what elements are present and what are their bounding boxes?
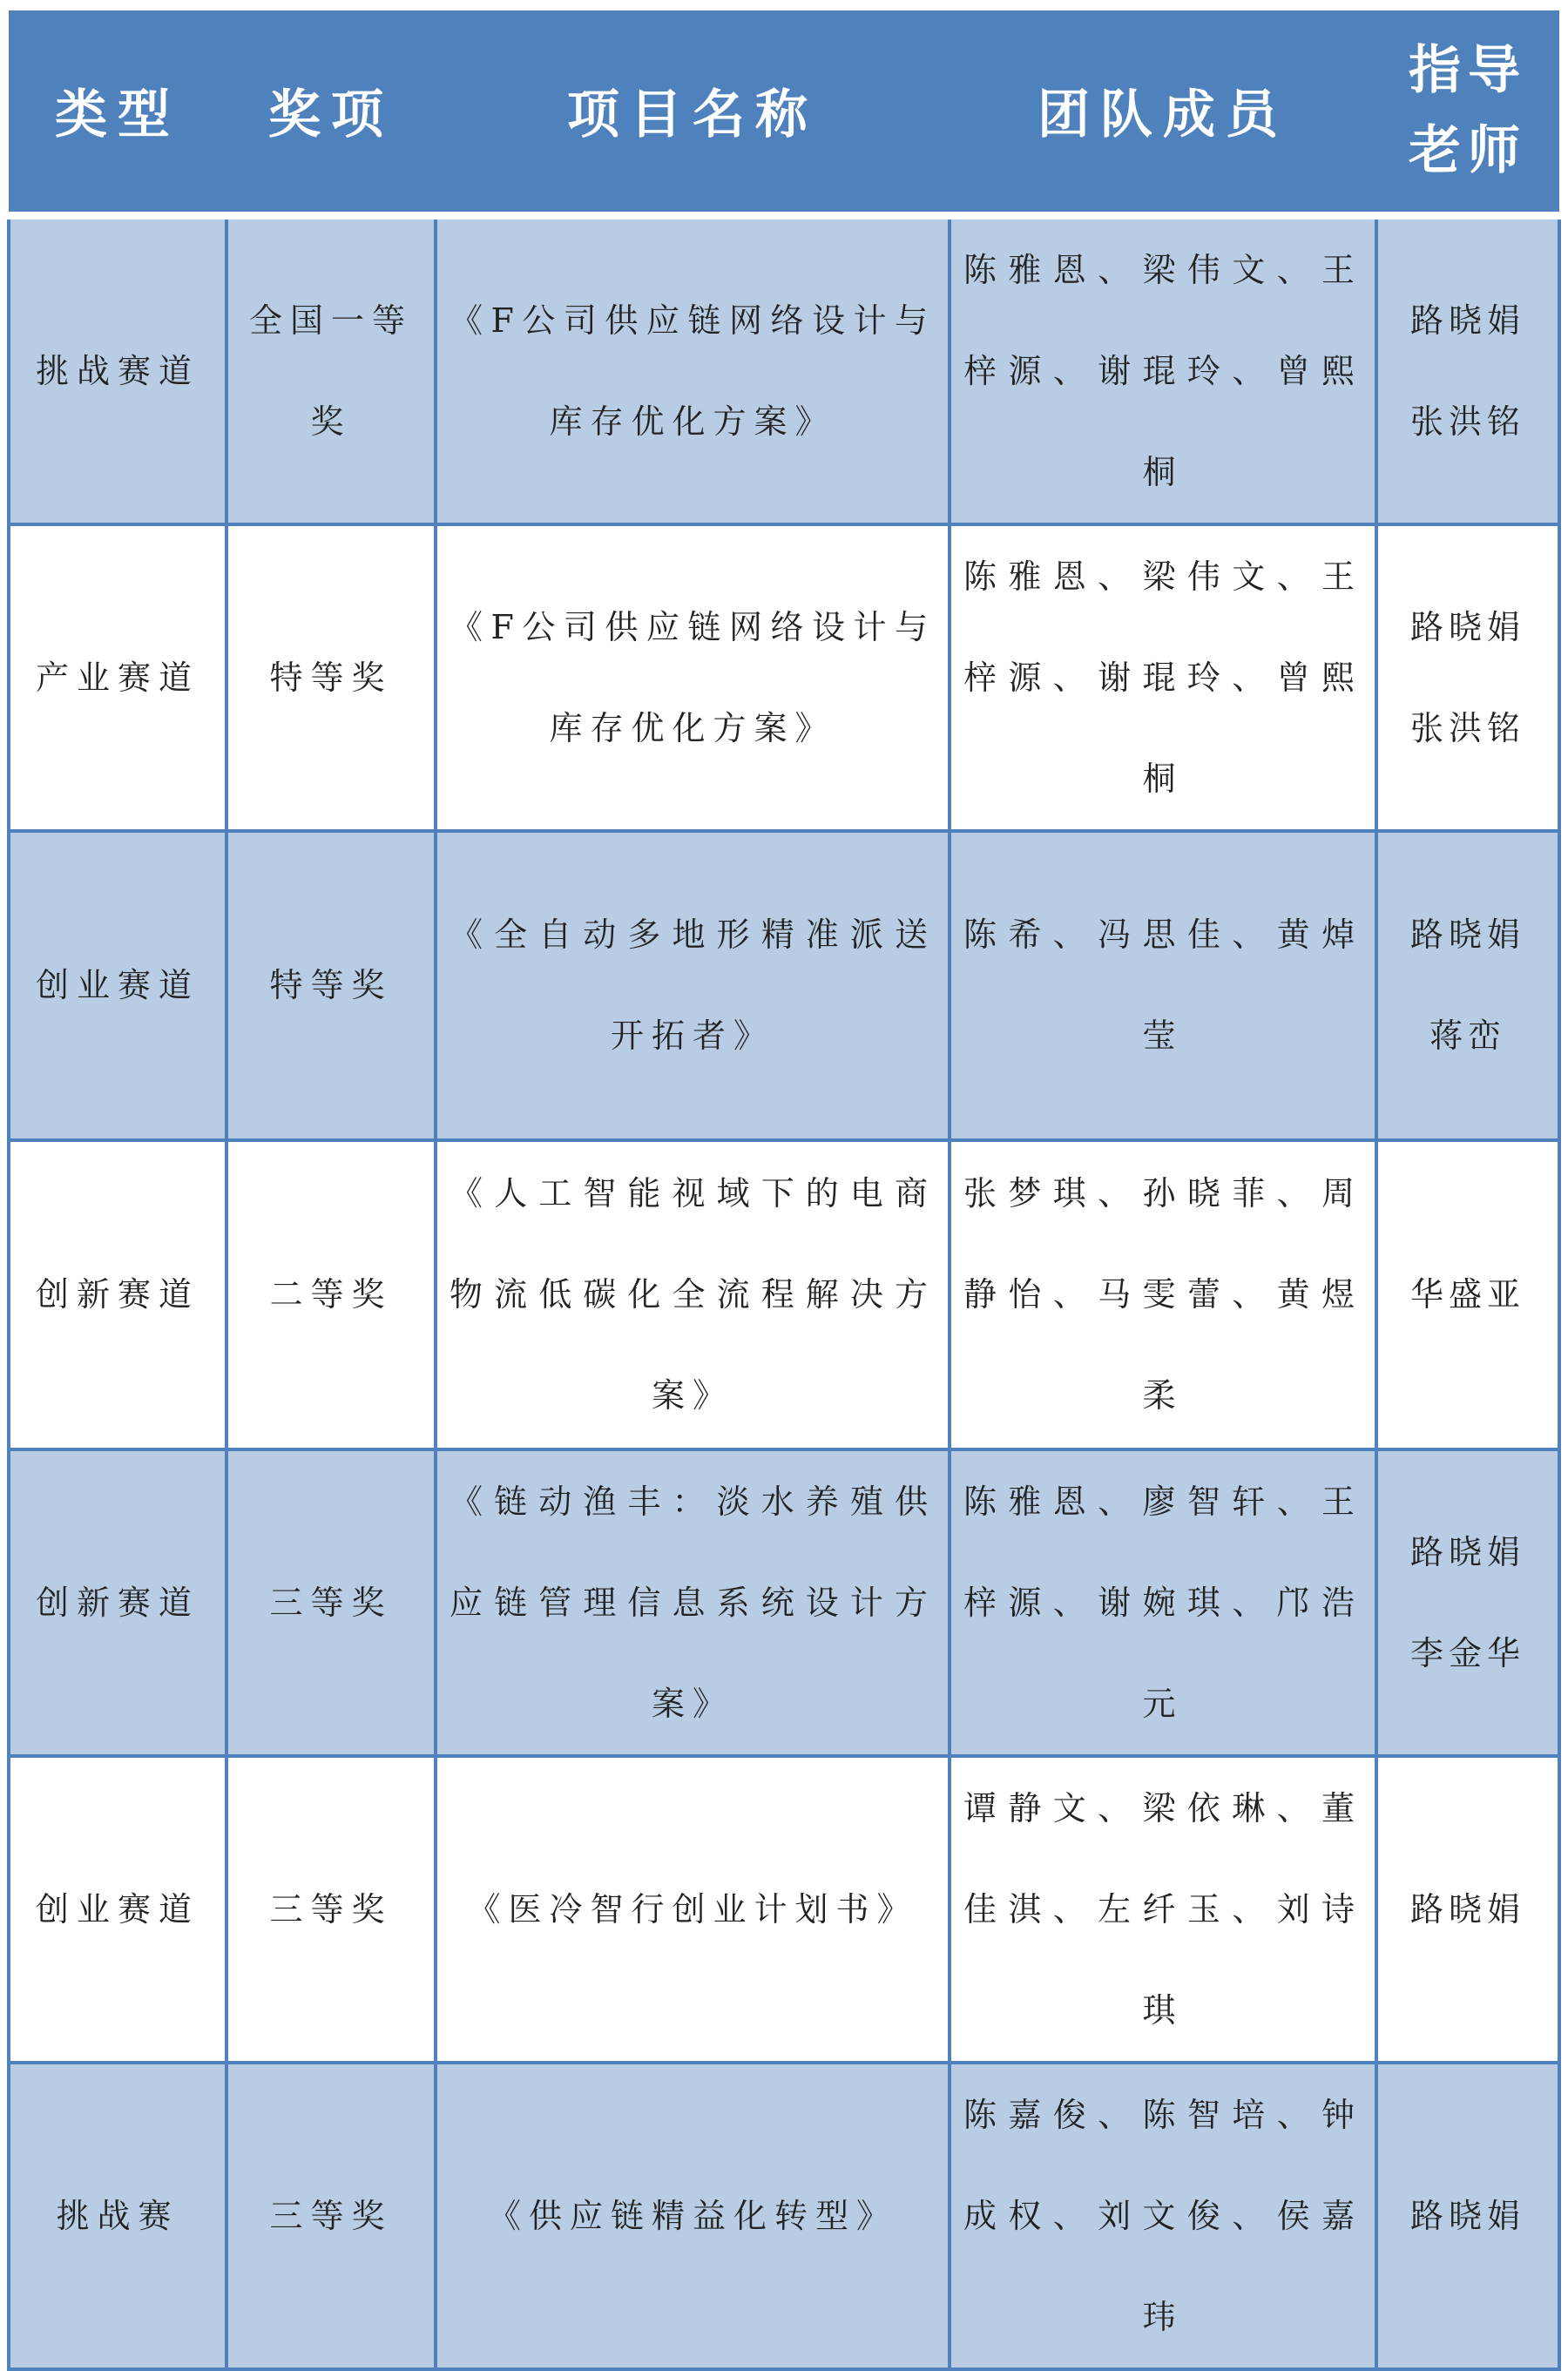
type-cell: 创业赛道 — [9, 831, 226, 1140]
members-cell: 谭静文、梁依琳、董佳淇、左纤玉、刘诗琪 — [950, 1756, 1376, 2063]
project-cell: 《供应链精益化转型》 — [436, 2063, 950, 2369]
header-type: 类型 — [9, 10, 226, 215]
teacher-name: 张洪铭 — [1409, 708, 1525, 747]
teacher-cell — [1376, 1756, 1559, 2063]
table-row — [9, 831, 1559, 1140]
type-cell: 挑战赛 — [9, 2063, 226, 2369]
project-cell: 《F公司供应链网络设计与库存优化方案》 — [436, 524, 950, 831]
teacher-cell — [1376, 2063, 1559, 2369]
members-cell: 陈雅恩、梁伟文、王梓源、谢琨玲、曾熙桐 — [950, 524, 1376, 831]
header-award: 奖项 — [226, 10, 436, 215]
teacher-cell — [1376, 524, 1559, 831]
members-cell: 陈雅恩、梁伟文、王梓源、谢琨玲、曾熙桐 — [950, 215, 1376, 524]
header-members: 团队成员 — [950, 10, 1376, 215]
award-cell: 二等奖 — [226, 1140, 436, 1449]
teacher-name: 华盛亚 — [1409, 1275, 1525, 1314]
project-cell: 《全自动多地形精准派送开拓者》 — [436, 831, 950, 1140]
header-project: 项目名称 — [436, 10, 950, 215]
teacher-name: 路晓娟 — [1409, 2196, 1525, 2235]
award-cell: 三等奖 — [226, 1449, 436, 1756]
table-row — [9, 1449, 1559, 1756]
teacher-name: 张洪铭 — [1409, 402, 1525, 441]
project-cell: 《链动渔丰：淡水养殖供应链管理信息系统设计方案》 — [436, 1449, 950, 1756]
type-cell: 产业赛道 — [9, 524, 226, 831]
teacher-name: 蒋峦 — [1429, 1017, 1506, 1055]
header-teacher-line1: 指导 — [1409, 40, 1527, 102]
award-cell: 全国一等奖 — [226, 215, 436, 524]
teacher-name: 路晓娟 — [1409, 915, 1525, 954]
type-cell: 挑战赛道 — [9, 215, 226, 524]
award-cell: 特等奖 — [226, 831, 436, 1140]
teacher-cell — [1376, 831, 1559, 1140]
teacher-cell — [1376, 215, 1559, 524]
table-row — [9, 215, 1559, 524]
award-cell: 三等奖 — [226, 1756, 436, 2063]
members-cell: 陈嘉俊、陈智培、钟成权、刘文俊、侯嘉玮 — [950, 2063, 1376, 2369]
members-cell: 陈希、冯思佳、黄焯莹 — [950, 831, 1376, 1140]
project-cell: 《医冷智行创业计划书》 — [436, 1756, 950, 2063]
document-page — [7, 10, 1558, 2336]
teacher-name: 路晓娟 — [1409, 1532, 1525, 1571]
award-cell: 特等奖 — [226, 524, 436, 831]
members-cell: 陈雅恩、廖智轩、王梓源、谢婉琪、邝浩元 — [950, 1449, 1376, 1756]
type-cell: 创业赛道 — [9, 1756, 226, 2063]
teacher-name: 路晓娟 — [1409, 607, 1525, 646]
award-cell: 三等奖 — [226, 2063, 436, 2369]
type-cell: 创新赛道 — [9, 1140, 226, 1449]
table-row — [9, 2063, 1559, 2369]
project-cell: 《人工智能视域下的电商物流低碳化全流程解决方案》 — [436, 1140, 950, 1449]
header-teacher-line2: 老师 — [1409, 120, 1527, 182]
teacher-name: 李金华 — [1409, 1633, 1525, 1672]
project-cell: 《F公司供应链网络设计与库存优化方案》 — [436, 215, 950, 524]
header-teacher — [1376, 10, 1559, 215]
teacher-cell — [1376, 1140, 1559, 1449]
teacher-name: 路晓娟 — [1409, 1889, 1525, 1929]
teacher-cell — [1376, 1449, 1559, 1756]
table-row — [9, 1140, 1559, 1449]
type-cell: 创新赛道 — [9, 1449, 226, 1756]
members-cell: 张梦琪、孙晓菲、周静怡、马雯蕾、黄煜柔 — [950, 1140, 1376, 1449]
table-row — [9, 524, 1559, 831]
teacher-name: 路晓娟 — [1409, 301, 1525, 340]
header-row — [9, 10, 1559, 215]
awards-table — [7, 10, 1561, 2371]
table-row — [9, 1756, 1559, 2063]
